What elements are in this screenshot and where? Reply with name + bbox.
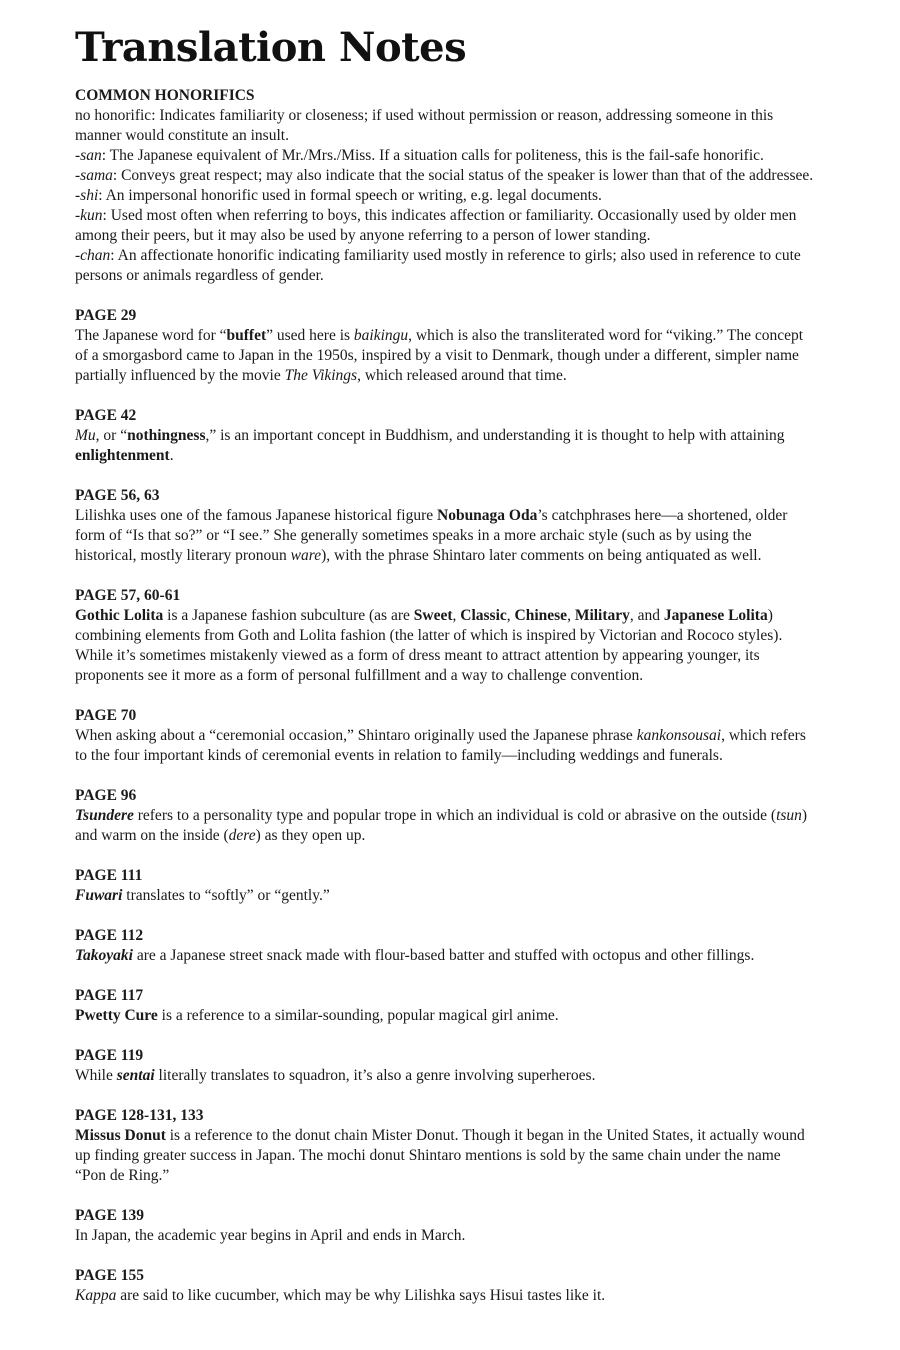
notes-list (75, 86, 815, 1306)
section-heading: PAGE 117 (75, 987, 144, 1004)
section-heading: PAGE 56, 63 (75, 487, 160, 504)
note-section (75, 486, 815, 566)
note-text: Mu, or “nothingness,” is an important concept in Buddhism, and understanding it is thought to help with attaining enlightenment. (75, 427, 785, 464)
note-text: Fuwari translates to “softly” or “gently.” (75, 887, 330, 904)
page-title: Translation Notes (75, 24, 467, 71)
note-text: -kun: Used most often when referring to boys, this indicates affection or familiarity. Occasionally used by older men among their peers, but it may also be used by anyone referring to a person of lower standing. (75, 207, 797, 244)
note-section (75, 986, 815, 1026)
note-text: -sama: Conveys great respect; may also indicate that the social status of the speaker is lower than that of the addressee. (75, 167, 814, 184)
note-section (75, 1046, 815, 1086)
section-heading: PAGE 42 (75, 407, 137, 424)
note-text: -san: The Japanese equivalent of Mr./Mrs./Miss. If a situation calls for politeness, this is the fail-safe honorific. (75, 147, 764, 164)
note-section (75, 406, 815, 466)
note-text: While sentai literally translates to squadron, it’s also a genre involving superheroes. (75, 1067, 596, 1084)
note-text: When asking about a “ceremonial occasion,” Shintaro originally used the Japanese phrase kankonsousai, which refers to the four important kinds of ceremonial events in relation to family—including weddings and funerals. (75, 727, 806, 764)
section-heading: PAGE 111 (75, 867, 143, 884)
note-section (75, 926, 815, 966)
section-heading: PAGE 96 (75, 787, 137, 804)
section-heading: PAGE 57, 60-61 (75, 587, 181, 604)
note-section (75, 866, 815, 906)
note-text: Takoyaki are a Japanese street snack made with flour-based batter and stuffed with octopus and other fillings. (75, 947, 755, 964)
note-text: Tsundere refers to a personality type and popular trope in which an individual is cold or abrasive on the outside (tsun) and warm on the inside (dere) as they open up. (75, 807, 808, 844)
note-section (75, 306, 815, 386)
note-text: Gothic Lolita is a Japanese fashion subculture (as are Sweet, Classic, Chinese, Military, and Japanese Lolita) combining elements from Goth and Lolita fashion (the latter of which is inspired by Victorian and Rococo styles). While it’s sometimes mistakenly viewed as a form of dress meant to attract attention by appearing younger, its proponents see it more as a form of personal fulfillment and a way to challenge convention. (75, 607, 783, 684)
section-heading: PAGE 70 (75, 707, 137, 724)
note-section (75, 586, 815, 686)
note-section (75, 786, 815, 846)
section-heading: PAGE 139 (75, 1207, 145, 1224)
note-section (75, 1106, 815, 1186)
note-text: Pwetty Cure is a reference to a similar-sounding, popular magical girl anime. (75, 1007, 559, 1024)
note-text: Lilishka uses one of the famous Japanese historical figure Nobunaga Oda’s catchphrases here—a shortened, older form of “Is that so?” or “I see.” She generally sometimes speaks in a more archaic style (such as by using the historical, mostly literary pronoun ware), with the phrase Shintaro later comments on being antiquated as well. (75, 507, 788, 564)
note-section (75, 1206, 815, 1246)
note-text: Kappa are said to like cucumber, which may be why Lilishka says Hisui tastes like it. (75, 1287, 606, 1304)
translation-notes-page (75, 24, 815, 1326)
note-section (75, 1266, 815, 1306)
section-heading: PAGE 29 (75, 307, 137, 324)
note-text: Missus Donut is a reference to the donut chain Mister Donut. Though it began in the United States, it actually wound up finding greater success in Japan. The mochi donut Shintaro mentions is sold by the same chain under the name “Pon de Ring.” (75, 1127, 805, 1184)
note-section (75, 86, 815, 286)
note-text: -chan: An affectionate honorific indicating familiarity used mostly in reference to girls; also used in reference to cute persons or animals regardless of gender. (75, 247, 801, 284)
section-heading: PAGE 119 (75, 1047, 144, 1064)
note-section (75, 706, 815, 766)
section-heading: PAGE 112 (75, 927, 144, 944)
note-text: The Japanese word for “buffet” used here is baikingu, which is also the transliterated word for “viking.” The concept of a smorgasbord came to Japan in the 1950s, inspired by a visit to Denmark, though under a different, simpler name partially influenced by the movie The Vikings, which released around that time. (75, 327, 804, 384)
note-text: -shi: An impersonal honorific used in formal speech or writing, e.g. legal documents. (75, 187, 602, 204)
note-text: In Japan, the academic year begins in April and ends in March. (75, 1227, 466, 1244)
section-heading: PAGE 128-131, 133 (75, 1107, 204, 1124)
note-text: no honorific: Indicates familiarity or closeness; if used without permission or reason, addressing someone in this manner would constitute an insult. (75, 107, 774, 144)
section-heading: PAGE 155 (75, 1267, 145, 1284)
section-heading: COMMON HONORIFICS (75, 87, 255, 104)
